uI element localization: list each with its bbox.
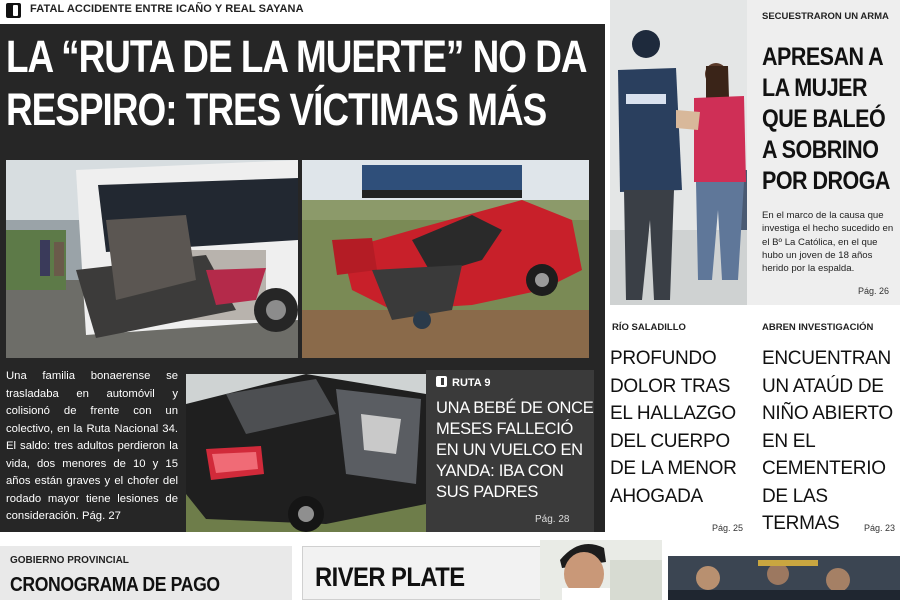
football-player-photo[interactable] <box>540 540 662 600</box>
secondary-story-title[interactable]: UNA BEBÉ DE ONCE MESES FALLECIÓ EN UN VUELCO EN YANDA: IBA CON SUS PADRES <box>436 399 594 501</box>
right-story-page: Pág. 26 <box>858 286 890 296</box>
column1-title[interactable]: PROFUNDO DOLOR TRAS EL HALLAZGO DEL CUERPO DE LA MENOR AHOGADA <box>610 348 737 507</box>
right-story-kicker: SECUESTRARON UN ARMA <box>762 11 889 22</box>
column1-kicker: RÍO SALADILLO <box>612 322 686 333</box>
right-story-body: En el marco de la causa que investiga el hecho sucedido en el Bº La Católica, en el que hubo un joven de 18 años herido por la espalda. <box>762 210 894 275</box>
bottom-left-kicker: GOBIERNO PROVINCIAL <box>10 555 129 566</box>
section-marker-icon <box>436 376 447 387</box>
secondary-story-page: Pág. 28 <box>535 514 570 525</box>
column2-kicker: ABREN INVESTIGACIÓN <box>762 322 874 333</box>
main-story-lead: Una familia bonaerense se trasladaba en automóvil y colisionó de frente con un colectivo, en la Ruta Nacional 34. El saldo: tres adultos perdieron la vida, dos menores de 10 y 15 años están graves y el chofer del rodado mayor tiene lesiones de consideración. Pág. 27 <box>6 370 178 522</box>
main-headline[interactable]: LA “RUTA DE LA MUERTE” NO DA RESPIRO: TRES VÍCTIMAS MÁS <box>6 31 586 135</box>
top-kicker-text: FATAL ACCIDENTE ENTRE ICAÑO Y REAL SAYANA <box>30 3 304 15</box>
overturned-car-photo[interactable] <box>186 374 426 532</box>
crashed-bus-photo[interactable] <box>6 160 298 358</box>
column2-page: Pág. 23 <box>864 523 896 533</box>
section-kicker-bar <box>0 0 605 24</box>
arrest-photo[interactable] <box>610 0 747 305</box>
bottom-right-photo[interactable] <box>668 556 900 600</box>
wrecked-red-car-photo[interactable] <box>302 160 589 358</box>
secondary-story-kicker <box>436 376 491 389</box>
bottom-sports-title[interactable]: RIVER PLATE <box>315 562 465 592</box>
secondary-kicker-text: RUTA 9 <box>452 377 491 389</box>
right-story-title[interactable]: APRESAN A LA MUJER QUE BALEÓ A SOBRINO POR DROGA <box>762 43 890 195</box>
section-marker-icon <box>6 3 21 18</box>
column1-page: Pág. 25 <box>712 523 744 533</box>
bottom-left-title[interactable]: CRONOGRAMA DE PAGO <box>10 574 220 596</box>
column2-title[interactable]: ENCUENTRAN UN ATAÚD DE NIÑO ABIERTO EN EL CEMENTERIO DE LAS TERMAS <box>762 348 893 534</box>
